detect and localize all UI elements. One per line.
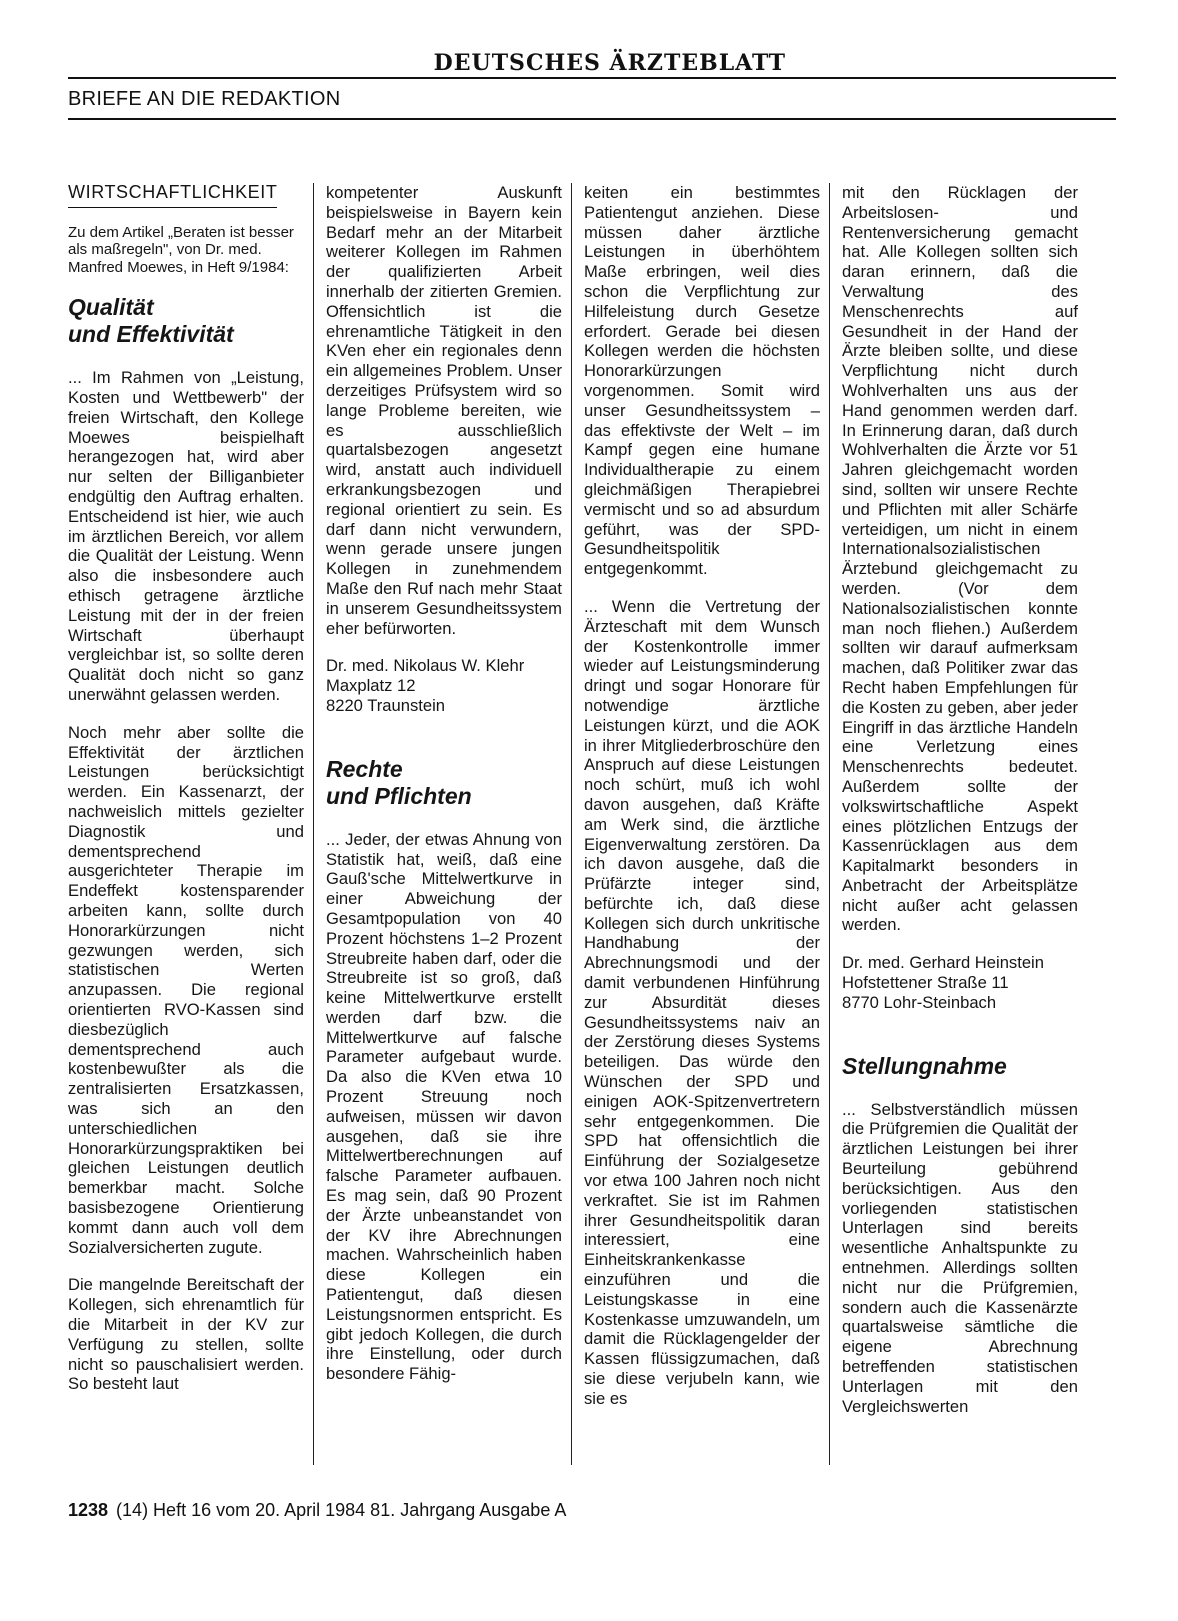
issue-info: (14) Heft 16 vom 20. April 1984 81. Jahrgang Ausgabe A xyxy=(116,1500,567,1520)
letter-paragraph-continued: mit den Rücklagen der Arbeitslosen- und Rentenversicherung gemacht hat. Alle Kollegen sollten sich daran erinnern, daß die Verwaltung des Menschenrechts auf Gesundheit in der Hand der Ärzte bleiben sollte, und diese Verpflichtung nicht durch Wohlverhalten uns aus der Hand genommen werden darf. In Erinnerung daran, daß durch Wohlverhalten die Ärzte vor 51 Jahren gleichgemacht worden sind, sollten wir unsere Rechte und Pflichten mit aller Schärfe verteidigen, um nicht in einem Internationalsozialistischen Ärztebund gleichgemacht zu werden. (Vor dem Nationalsozialistischen konnte man noch fliehen.) Außerdem sollten wir darauf aufmerksam machen, daß Politiker zwar das Recht haben Empfehlungen für die Kosten zu geben, aber jeder Eingriff in das ärztliche Handeln eine Verletzung eines Menschenrechts bedeutet. Außerdem sollte der volkswirtschaftliche Aspekt eines plötzlichen Entzugs der Kassenrücklagen aus dem Kapitalmarkt besonders in Anbetracht der Arbeitsplätze nicht außer acht gelassen werden. xyxy=(842,183,1078,935)
letter-signature: Dr. med. Nikolaus W. Klehr Maxplatz 12 8220 Traunstein xyxy=(326,656,525,715)
column-2 xyxy=(326,183,562,1465)
column-4 xyxy=(842,183,1078,1465)
topic-heading: WIRTSCHAFTLICHKEIT xyxy=(68,183,277,208)
letter-paragraph-continued: kompetenter Auskunft beispielsweise in Bayern kein Bedarf mehr an der Mitarbeit weiterer Kollegen im Rahmen der qualifizierten Arbeit innerhalb der zitierten Gremien. Offensichtlich ist die ehrenamtliche Tätigkeit in den KVen eher ein regionales denn ein allgemeines Problem. Unser derzeitiges Prüfsystem wird so lange Probleme bereiten, wie es ausschließlich quartalsbezogen angesetzt wird, anstatt auch individuell erkrankungsbezogen und regional orientiert zu sein. Es darf dann nicht verwundern, wenn gerade unsere jungen Kollegen in zunehmendem Maße den Ruf nach mehr Staat in unserem Gesundheitssystem eher befürworten. xyxy=(326,183,562,638)
page-number: 1238 xyxy=(68,1500,109,1520)
column-divider xyxy=(571,183,572,1465)
masthead xyxy=(68,50,1116,78)
masthead-title: DEUTSCHES ÄRZTEBLATT xyxy=(433,50,786,76)
letter-paragraph: ... Im Rahmen von „Leistung, Kosten und Wettbewerb" der freien Wirtschaft, den Kollege Moewes beispielhaft herangezogen hat, wird aber nur selten der Billiganbieter endgültig den Auftrag erhalten. Entscheidend ist hier, wie auch im ärztlichen Bereich, vor allem die Qualität der Leistung. Wenn also die insbesondere auch ethisch getragene ärztliche Leistung mit der in der freien Wirtschaft überhaupt vergleichbar ist, so sollte deren Qualität doch nicht so ganz unerwähnt gelassen werden. xyxy=(68,368,304,705)
response-headline: Stellungnahme xyxy=(842,1052,1007,1079)
masthead-rule xyxy=(68,77,1116,79)
section-rule xyxy=(68,118,1116,120)
column-3 xyxy=(584,183,820,1465)
letter-headline: Rechte und Pflichten xyxy=(326,755,472,809)
section-label: BRIEFE AN DIE REDAKTION xyxy=(68,88,341,110)
article-intro: Zu dem Artikel „Beraten ist besser als maßregeln", von Dr. med. Manfred Moewes, in Heft 9/1984: xyxy=(68,223,294,276)
letter-paragraph: Die mangelnde Bereitschaft der Kollegen, sich ehrenamtlich für die Mitarbeit in der KV zur Verfügung zu stellen, sollte nicht so pauschalisiert werden. So besteht laut xyxy=(68,1275,304,1394)
letter-headline: Qualität und Effektivität xyxy=(68,294,234,348)
letter-paragraph: Noch mehr aber sollte die Effektivität der ärztlichen Leistungen berücksichtigt werden. Ein Kassenarzt, der nachweislich mittels gezielter Diagnostik und dementsprechend ausgerichteter Therapie im Endeffekt kostensparender arbeiten kann, sollte durch Honorarkürzungen nicht gezwungen werden, sich statistischen Werten anzupassen. Die regional orientierten RVO-Kassen sind diesbezüglich dementsprechend auch kostenbewußter als die zentralisierten Ersatzkassen, was sich an den unterschiedlichen Honorarkürzungspraktiken bei gleichen Leistungen deutlich bemerkbar macht. Solche basisbezogene Orientierung kommt dann auch voll dem Sozialversicherten zugute. xyxy=(68,722,304,1257)
page-footer xyxy=(68,1500,566,1521)
letter-paragraph: ... Jeder, der etwas Ahnung von Statistik hat, weiß, daß eine Gauß'sche Mittelwertkurve in einer Abweichung der Gesamtpopulation von 40 Prozent höchstens 1–2 Prozent Streubreite haben darf, oder die Streubreite ist so groß, daß keine Mittelwertkurve erstellt werden darf bzw. die Mittelwertkurve auf falsche Parameter aufgebaut wurde. Da also die KVen etwa 10 Prozent Streuung noch aufweisen, müssen wir davon ausgehen, daß sie ihre Mittelwertberechnungen auf falsche Parameter aufbauen. Es mag sein, daß 90 Prozent der Ärzte unbeanstandet von der KV ihre Abrechnungen machen. Wahrscheinlich haben diese Kollegen ein Patientengut, daß diesen Leistungsnormen entspricht. Es gibt jedoch Kollegen, die durch ihre Einstellung, oder durch besondere Fähig- xyxy=(326,829,562,1384)
column-divider xyxy=(313,183,314,1465)
response-paragraph: ... Selbstverständlich müssen die Prüfgremien die Qualität der ärztlichen Leistungen bei ihrer Beurteilung gebührend berücksichtigen. Aus den vorliegenden statistischen Unterlagen sind bereits wesentliche Anhaltspunkte zu entnehmen. Allerdings sollten nicht nur die Prüfgremien, sondern auch die Kassenärzte quartalsweise sämtliche die eigene Abrechnung betreffenden statistischen Unterlagen mit den Vergleichswerten xyxy=(842,1099,1078,1416)
column-1 xyxy=(68,183,304,1465)
letter-paragraph: ... Wenn die Vertretung der Ärzteschaft mit dem Wunsch der Kostenkontrolle immer wieder auf Leistungsminderung dringt und sogar Honorare für notwendige ärztliche Leistungen kürzt, und die AOK in ihrer Mitgliederbroschüre den Anspruch auf diese Leistungen noch schürt, muß ich wohl davon ausgehen, daß Kräfte am Werk sind, die ärztliche Eigenverwaltung zerstören. Da ich davon ausgehe, daß die Prüfärzte integer sind, befürchte ich, daß diese Kollegen sich durch unkritische Handhabung der Abrechnungsmodi und der damit verbundenen Hinführung zur Absurdität dieses Gesundheitssystems naiv an der Zerstörung dieses Systems beteiligen. Das würde den Wünschen der SPD und einigen AOK-Spitzenvertretern sehr entgegenkommen. Die SPD hat offensichtlich die Einführung der Sozialgesetze vor etwa 100 Jahren noch nicht verkraftet. Sie ist im Rahmen ihrer Gesundheitspolitik daran interessiert, eine Einheitskrankenkasse einzuführen und die Leistungskasse in eine Kostenkasse umzuwandeln, um damit die Rücklagengelder der Kassen flüssigzumachen, daß sie diese verjubeln kann, wie sie es xyxy=(584,596,820,1408)
column-divider xyxy=(829,183,830,1465)
letter-paragraph-continued: keiten ein bestimmtes Patientengut anziehen. Diese müssen daher ärztliche Leistungen in überhöhtem Maße erbringen, weil dies schon die Verpflichtung zur Hilfeleistung durch Gesetze erfordert. Gerade bei diesen Kollegen werden die höchsten Honorarkürzungen vorgenommen. Somit wird unser Gesundheitssystem – das effektivste der Welt – im Kampf gegen eine humane Individualtherapie zu einem gleichmäßigen Therapiebrei vermischt und so ad absurdum geführt, was der SPD-Gesundheitspolitik entgegenkommt. xyxy=(584,183,820,579)
letter-signature: Dr. med. Gerhard Heinstein Hofstettener Straße 11 8770 Lohr-Steinbach xyxy=(842,953,1044,1012)
